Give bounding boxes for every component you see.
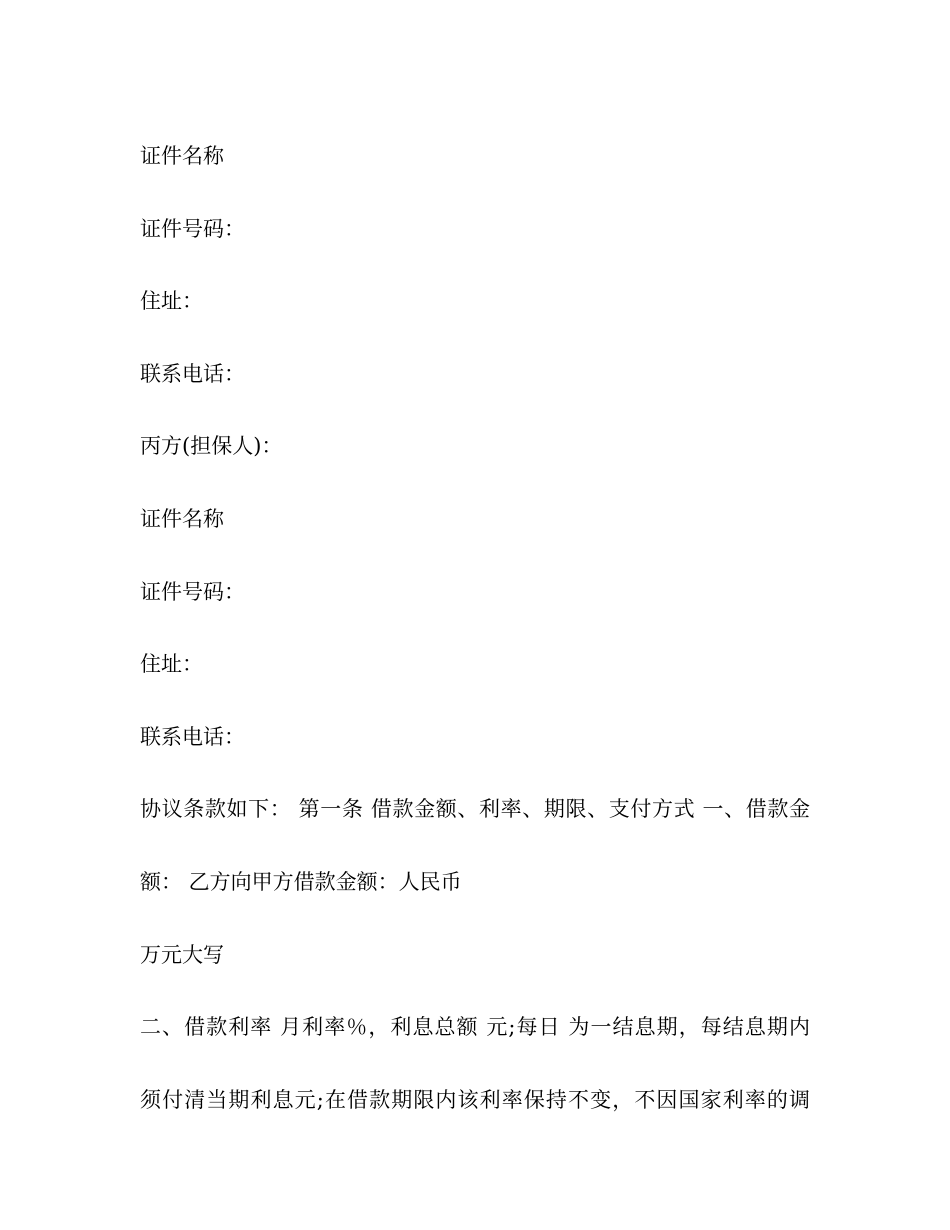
guarantor-phone-label: 联系电话： [140, 724, 245, 749]
interest-rate-line: 二、借款利率 月利率％，利息总额 元;每日 为一结息期，每结息期内 [140, 1015, 810, 1040]
borrower-phone-label: 联系电话： [140, 361, 245, 386]
guarantor-heading: 丙方(担保人)： [140, 434, 283, 459]
guarantor-id-number-label: 证件号码： [140, 579, 245, 604]
borrower-id-number-label: 证件号码： [140, 216, 245, 241]
interest-payment-line: 须付清当期利息元;在借款期限内该利率保持不变，不因国家利率的调 [140, 1087, 810, 1112]
document-body [140, 120, 810, 1136]
borrower-id-name-label: 证件名称 [140, 144, 224, 168]
amount-uppercase-line: 万元大写 [140, 942, 224, 967]
borrower-address-label: 住址： [140, 289, 203, 314]
loan-amount-line: 额： 乙方向甲方借款金额：人民币 [140, 869, 462, 894]
guarantor-address-label: 住址： [140, 652, 203, 677]
guarantor-id-name-label: 证件名称 [140, 506, 224, 531]
agreement-terms-line: 协议条款如下： 第一条 借款金额、利率、期限、支付方式 一、借款金 [140, 797, 810, 822]
